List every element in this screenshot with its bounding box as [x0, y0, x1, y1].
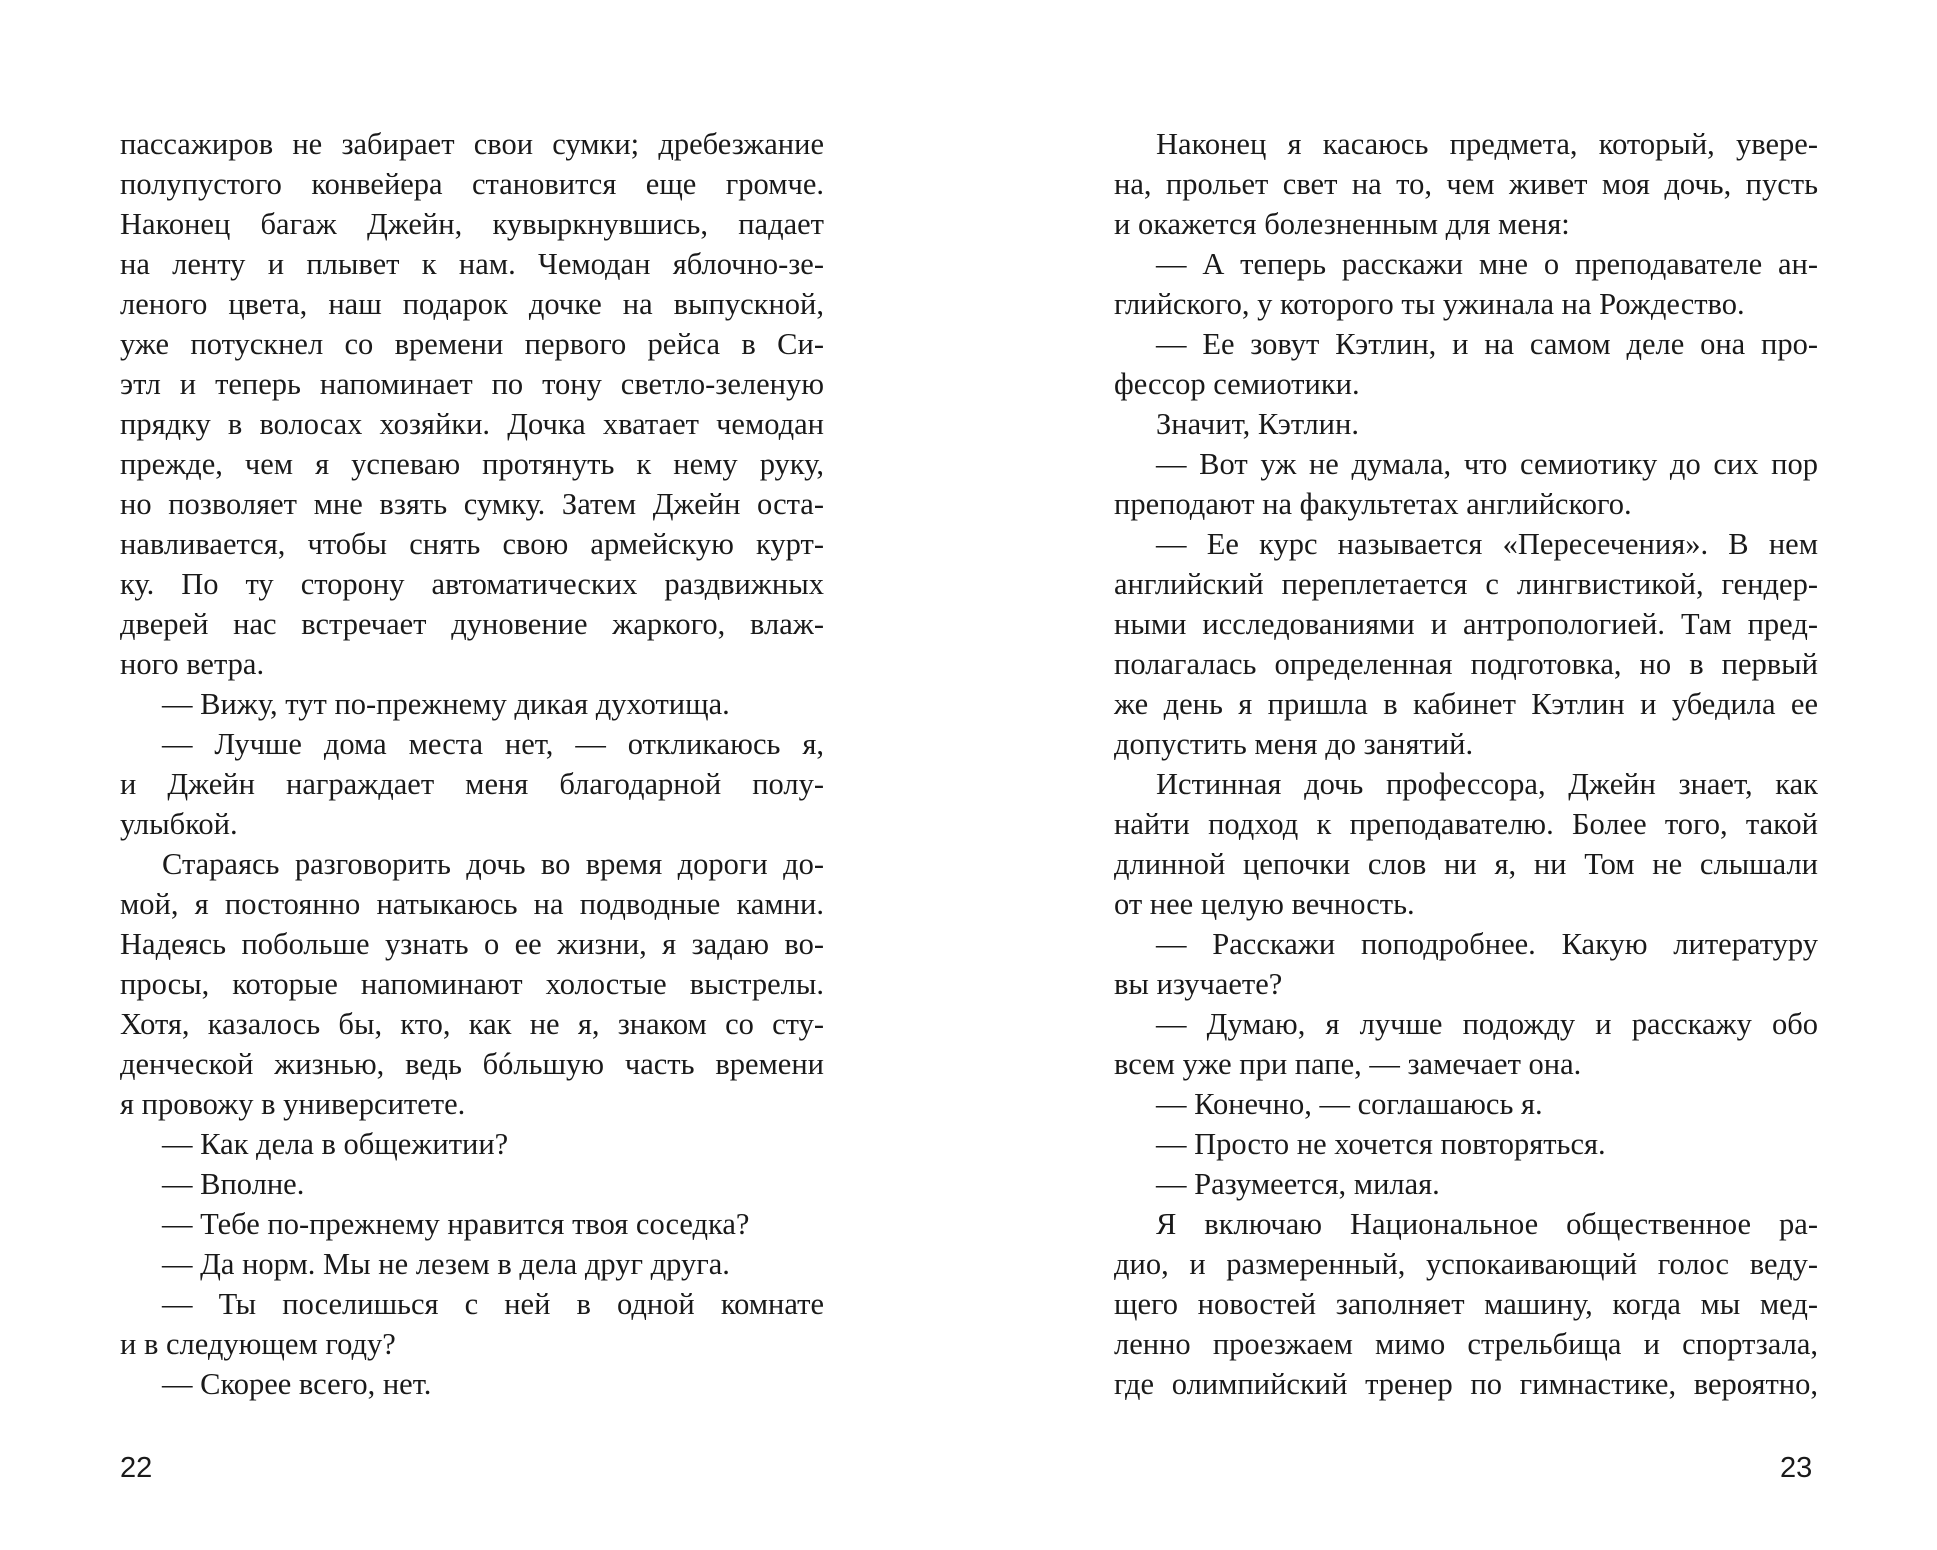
text-line: — Конечно, — соглашаюсь я. — [1156, 1087, 1543, 1121]
text-line: Надеясь побольше узнать о ее жизни, я задаю во- — [120, 927, 824, 961]
text-line: — Ее курс называется «Пересечения». В нем — [1156, 527, 1818, 561]
text-line: полагалась определенная подготовка, но в первый — [1114, 647, 1818, 681]
text-line: просы, которые напоминают холостые выстрелы. — [120, 967, 824, 1001]
text-line: но позволяет мне взять сумку. Затем Джейн оста- — [120, 487, 824, 521]
text-line: — Вполне. — [162, 1167, 305, 1201]
text-line: Значит, Кэтлин. — [1156, 407, 1359, 441]
text-line: прядку в волосах хозяйки. Дочка хватает чемодан — [120, 407, 824, 441]
text-line: ленно проезжаем мимо стрельбища и спортзала, — [1114, 1327, 1818, 1361]
text-line: — Просто не хочется повторяться. — [1156, 1127, 1606, 1161]
text-line: найти подход к преподавателю. Более того, такой — [1114, 807, 1818, 841]
text-line: длинной цепочки слов ни я, ни Том не слышали — [1114, 847, 1818, 881]
text-line: денческой жизнью, ведь бóльшую часть времени — [120, 1047, 824, 1081]
text-line: и Джейн награждает меня благодарной полу- — [120, 767, 824, 801]
text-line: мой, я постоянно натыкаюсь на подводные камни. — [120, 887, 824, 921]
text-line: дио, и размеренный, успокаивающий голос веду- — [1114, 1247, 1818, 1281]
text-line: где олимпийский тренер по гимнастике, вероятно, — [1114, 1367, 1818, 1401]
text-line: навливается, чтобы снять свою армейскую курт- — [120, 527, 824, 561]
text-line: — Лучше дома места нет, — откликаюсь я, — [162, 727, 824, 761]
text-line: — Как дела в общежитии? — [162, 1127, 509, 1161]
right-page-number: 23 — [1780, 1452, 1813, 1484]
text-line: — Расскажи поподробнее. Какую литературу — [1156, 927, 1818, 961]
text-line: и окажется болезненным для меня: — [1114, 207, 1570, 241]
text-line: полупустого конвейера становится еще громче. — [120, 167, 824, 201]
text-line: пассажиров не забирает свои сумки; дребезжание — [120, 127, 824, 161]
text-line: фессор семиотики. — [1114, 367, 1360, 401]
text-line: — Думаю, я лучше подожду и расскажу обо — [1156, 1007, 1818, 1041]
text-line: — Тебе по-прежнему нравится твоя соседка? — [162, 1207, 750, 1241]
text-line: же день я пришла в кабинет Кэтлин и убедила ее — [1114, 687, 1818, 721]
text-line: ку. По ту сторону автоматических раздвижных — [120, 567, 824, 601]
left-page-number: 22 — [120, 1452, 153, 1484]
text-line: Наконец багаж Джейн, кувыркнувшись, падает — [120, 207, 824, 241]
text-line: Стараясь разговорить дочь во время дороги до- — [162, 847, 824, 881]
text-line: уже потускнел со времени первого рейса в Си- — [120, 327, 824, 361]
text-line: на ленту и плывет к нам. Чемодан яблочно-зе- — [120, 247, 824, 281]
text-line: Я включаю Национальное общественное ра- — [1156, 1207, 1818, 1241]
text-line: улыбкой. — [120, 807, 238, 841]
text-line: всем уже при папе, — замечает она. — [1114, 1047, 1582, 1081]
text-line: Наконец я касаюсь предмета, который, увере- — [1156, 127, 1818, 161]
text-line: Хотя, казалось бы, кто, как не я, знаком со сту- — [120, 1007, 824, 1041]
text-line: ного ветра. — [120, 647, 265, 681]
text-line: — Ты поселишься с ней в одной комнате — [162, 1287, 824, 1321]
left-page-text — [120, 124, 824, 1404]
right-page-text — [1114, 124, 1818, 1404]
text-line: вы изучаете? — [1114, 967, 1283, 1001]
text-line: преподают на факультетах английского. — [1114, 487, 1632, 521]
text-line: прежде, чем я успеваю протянуть к нему руку, — [120, 447, 824, 481]
text-line: на, прольет свет на то, чем живет моя дочь, пусть — [1114, 167, 1818, 201]
text-line: леного цвета, наш подарок дочке на выпускной, — [120, 287, 824, 321]
text-line: щего новостей заполняет машину, когда мы мед- — [1114, 1287, 1818, 1321]
text-line: — Скорее всего, нет. — [162, 1367, 432, 1401]
text-line: — Вот уж не думала, что семиотику до сих пор — [1156, 447, 1818, 481]
text-line: — Да норм. Мы не лезем в дела друг друга. — [162, 1247, 730, 1281]
text-line: глийского, у которого ты ужинала на Рождество. — [1114, 287, 1745, 321]
text-line: и в следующем году? — [120, 1327, 396, 1361]
text-line: английский переплетается с лингвистикой, гендер- — [1114, 567, 1818, 601]
text-line: ными исследованиями и антропологией. Там пред- — [1114, 607, 1818, 641]
text-line: — Ее зовут Кэтлин, и на самом деле она про- — [1156, 327, 1818, 361]
text-line: — А теперь расскажи мне о преподавателе ан- — [1156, 247, 1818, 281]
text-line: Истинная дочь профессора, Джейн знает, как — [1156, 767, 1818, 801]
text-line: от нее целую вечность. — [1114, 887, 1415, 921]
text-line: я провожу в университете. — [120, 1087, 466, 1121]
text-line: — Разумеется, милая. — [1156, 1167, 1440, 1201]
text-line: — Вижу, тут по-прежнему дикая духотища. — [162, 687, 730, 721]
text-line: дверей нас встречает дуновение жаркого, влаж- — [120, 607, 824, 641]
text-line: допустить меня до занятий. — [1114, 727, 1474, 761]
text-line: этл и теперь напоминает по тону светло-зеленую — [120, 367, 824, 401]
